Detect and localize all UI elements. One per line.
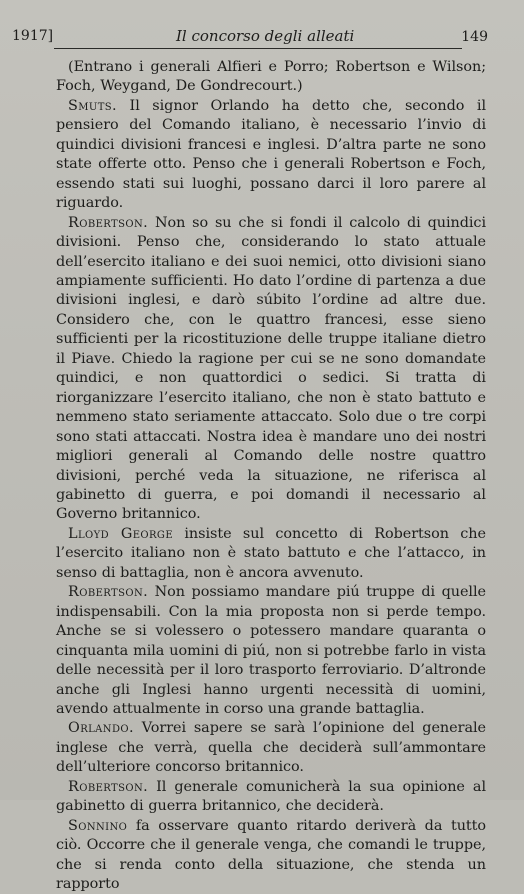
paragraph-text: (Entrano i generali Alfieri e Porro; Robertson e Wilson; Foch, Weygand, De Gondrecourt.): [56, 59, 486, 95]
paragraph-robertson-1: [56, 214, 486, 525]
speaker-name: Robertson.: [68, 584, 149, 601]
paragraph-text: Non so su che si fondi il calcolo di quindici divisioni. Penso che, considerando lo stato attuale dell’esercito italiano e dei suoi nemici, otto divisioni siano ampiamente sufficienti. Ho dato l’ordine di partenza a due divisioni inglesi, e darò súbito l’ordine ad altre due. Considero che, con le quattro francesi, esse sieno sufficienti per la ricostituzione delle truppe italiane dietro il Piave. Chiedo la ragione per cui se ne sono domandate quindici, e non quattordici o sedici. Si tratta di riorganizzare l’esercito italiano, che non è stato battuto e nemmeno stato seriamente attaccato. Solo due o tre corpi sono stati attaccati. Nostra idea è mandare uno dei nostri migliori generali al Comando delle nostre quattro divisioni, perché veda la situazione, ne riferisca al gabinetto di guerra, e poi domandi il necessario al Governo britannico.: [56, 214, 486, 523]
speaker-name: Lloyd George: [68, 525, 174, 542]
header-year: 1917]: [12, 28, 54, 44]
paragraph-orlando: [56, 719, 486, 777]
paragraph-sonnino: [56, 817, 486, 894]
speaker-name: Smuts.: [68, 97, 118, 114]
paragraph-text: fa osservare quanto ritardo deriverà da tutto ciò. Occorre che il generale venga, che comandi le truppe, che si renda conto della situazione, che stenda un rapporto: [56, 817, 486, 893]
running-head: [6, 20, 488, 44]
page-number: 149: [461, 29, 488, 45]
paragraph-text: Il signor Orlando ha detto che, secondo il pensiero del Comando italiano, è necessario l’invio di quindici divisioni francesi e inglesi. D’altra parte ne sono state offerte otto. Penso che i generali Robertson e Foch, essendo stati sui luoghi, possano darci il loro parere al riguardo.: [56, 97, 486, 212]
paragraph-robertson-3: [56, 778, 486, 817]
paragraph-text: insiste sul concetto di Robertson che l’esercito italiano non è stato battuto e che l’attacco, in senso di battaglia, non è ancora avvenuto.: [56, 525, 486, 581]
speaker-name: Sonnino: [68, 817, 128, 834]
paragraph-text: Il generale comunicherà la sua opinione al gabinetto di guerra britannico, che deciderà.: [56, 778, 486, 815]
speaker-name: Robertson.: [68, 214, 149, 231]
header-rule: [54, 48, 462, 49]
header-title: Il concorso degli alleati: [176, 27, 355, 45]
paragraph-robertson-2: [56, 583, 486, 719]
paragraph-stage-direction: [56, 58, 486, 97]
paragraph-lloyd-george: [56, 525, 486, 583]
body-text: [56, 58, 486, 894]
paragraph-smuts: [56, 97, 486, 214]
speaker-name: Robertson.: [68, 778, 149, 795]
speaker-name: Orlando.: [68, 720, 134, 737]
paragraph-text: Vorrei sapere se sarà l’opinione del generale inglese che verrà, quella che deciderà sull’ammontare dell’ulteriore concorso britannico.: [56, 720, 486, 776]
paragraph-text: Non possiamo mandare piú truppe di quelle indispensabili. Con la mia proposta non si perde tempo. Anche se si volessero o potessero mandare quaranta o cinquanta mila uomini di piú, non si potrebbe farlo in vista delle necessità per il loro trasporto ferroviario. D’altronde anche gli Inglesi hanno urgenti necessità di uomini, avendo attualmente in corso una grande battaglia.: [56, 584, 486, 717]
